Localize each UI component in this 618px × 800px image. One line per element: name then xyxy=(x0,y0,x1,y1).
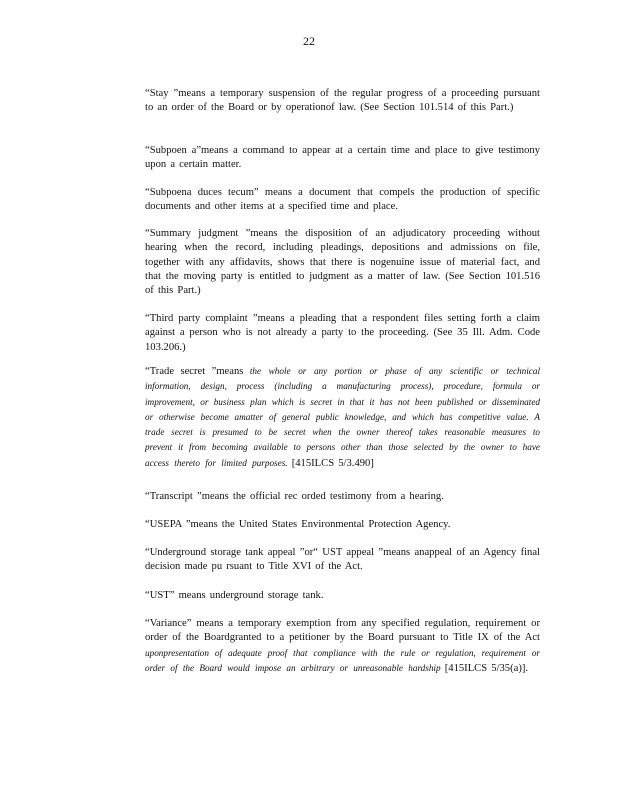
definition-subpoena: “Subpoen a”means a command to appear at a certain time and place to give testimony upon a certain matter. xyxy=(145,145,540,171)
definition-variance xyxy=(145,617,540,676)
definition-third-party-complaint: “Third party complaint ”means a pleading that a respondent files setting forth a claim against a person who is not already a party to the proceeding. (See 35 Ill. Adm. Code 103.206.) xyxy=(145,313,540,353)
variance-citation: [415ILCS 5/35(a)]. xyxy=(444,662,529,674)
variance-term: “Variance” means a temporary exemption from any specified regulation, requirement or order of the Boardgranted to a petitioner by the Board pursuant to Title IX of the Act xyxy=(145,618,540,644)
definition-stay: “Stay ”means a temporary suspension of the regular progress of a proceeding pursuant to an order of the Board or by operationof law. (See Section 101.514 of this Part.) xyxy=(145,88,540,114)
trade-secret-citation: [415ILCS 5/3.490] xyxy=(291,457,374,469)
definition-summary-judgment: “Summary judgment ”means the disposition of an adjudicatory proceeding without hearing when the record, including pleadings, depositions and admissions on file, together with any affidavits, shows that there is nogenuine issue of material fact, and that the moving party is entitled to judgment as a matter of law. (See Section 101.516 of this Part.) xyxy=(145,228,540,297)
page-number: 22 xyxy=(303,34,315,48)
trade-secret-statutory-text: the whole or any portion or phase of any scientific or technical information, design, process (including a manufacturing process), procedure, formula or improvement, or business plan which is secret in that it has not been published or disseminated or otherwise become amatter of general public knowledge, and which has competitive value. A trade secret is presumed to be secret when the owner thereof takes reasonable measures to prevent it from becoming available to persons other than those selected by the owner to have access thereto for limited purposes. xyxy=(145,366,541,468)
definition-subpoena-duces-tecum: “Subpoena duces tecum” means a document that compels the production of specific documents and other items at a specified time and place. xyxy=(145,187,540,213)
definition-usepa: “USEPA ”means the United States Environmental Protection Agency. xyxy=(145,519,451,530)
definition-ust: “UST” means underground storage tank. xyxy=(145,590,324,601)
trade-secret-term: “Trade secret ”means xyxy=(145,366,244,377)
definition-trade-secret xyxy=(145,364,540,471)
definition-ust-appeal: “Underground storage tank appeal ”or“ UST appeal ”means anappeal of an Agency final decision made pu rsuant to Title XVI of the Act. xyxy=(145,547,540,573)
variance-statutory-text: uponpresentation of adequate proof that compliance with the rule or regulation, requirement or order of the Board would impose an arbitrary or unreasonable hardship xyxy=(145,647,540,673)
definition-transcript: “Transcript ”means the official rec orded testimony from a hearing. xyxy=(145,491,444,502)
